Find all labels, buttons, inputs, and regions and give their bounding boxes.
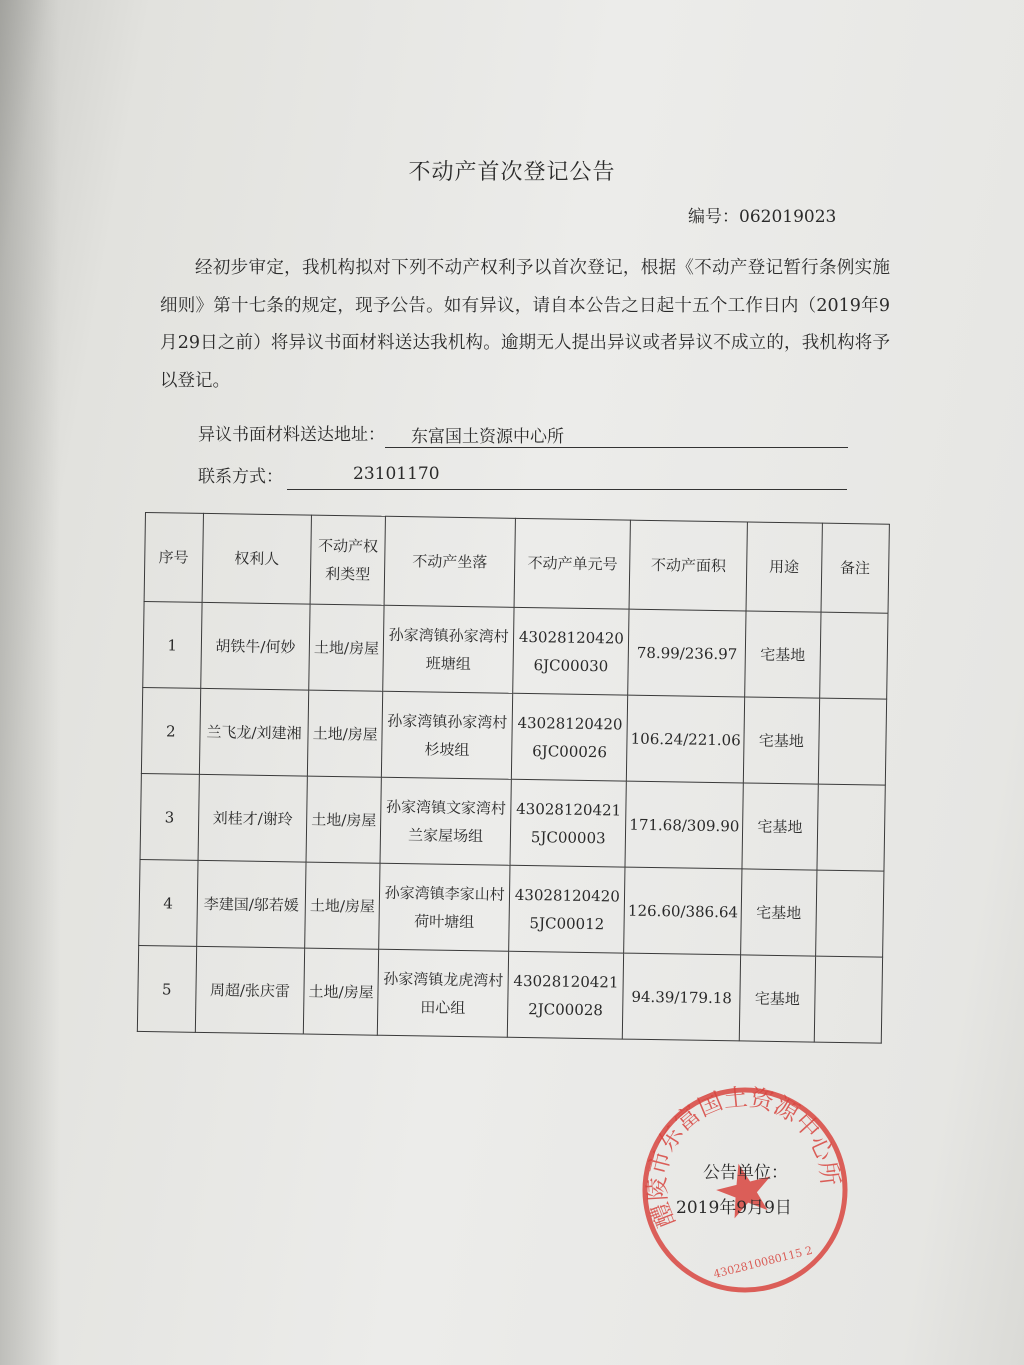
cell-location: 孙家湾镇孙家湾村班塘组 (383, 605, 515, 693)
cell-no: 4 (139, 859, 198, 946)
cell-unit: 430281204205JC00012 (509, 865, 625, 953)
header-cell: 权利人 (202, 513, 312, 604)
address-value: 东富国土资源中心所 (411, 427, 564, 447)
cell-location: 孙家湾镇龙虎湾村田心组 (377, 949, 509, 1037)
signoff-unit-label: 公告单位： (703, 1163, 788, 1183)
seal-text: 醴陵市东富国土资源中心所 (642, 1083, 845, 1232)
address-row (198, 420, 385, 445)
cell-area: 78.99/236.97 (628, 609, 746, 697)
cell-use: 宅基地 (740, 955, 816, 1042)
table-row (141, 687, 886, 785)
cell-unit: 430281204212JC00028 (508, 951, 624, 1039)
cell-type: 土地/房屋 (306, 776, 381, 863)
seal-code: 4302810080115 2 (712, 1243, 814, 1281)
notice-body: 经初步审定，我机构拟对下列不动产权利予以首次登记，根据《不动产登记暂行条例实施细则》第十七条的规定，现予公告。如有异议，请自本公告之日起十五个工作日内（2019年9月29日之前）将异议书面材料送达我机构。逾期无人提出异议或者异议不成立的，我机构将予以登记。 (160, 258, 890, 391)
cell-no: 2 (141, 687, 200, 774)
cell-use: 宅基地 (745, 611, 821, 698)
cell-no: 3 (140, 773, 199, 860)
address-label: 异议书面材料送达地址： (198, 425, 385, 445)
cell-location: 孙家湾镇文家湾村兰家屋场组 (380, 777, 512, 865)
official-seal (618, 1063, 873, 1318)
cell-owner: 周超/张庆雷 (195, 946, 305, 1034)
doc-number: 编号：062019023 (688, 207, 837, 227)
signoff-date: 2019年9月9日 (676, 1198, 792, 1218)
cell-no: 1 (143, 601, 202, 688)
cell-owner: 刘桂才/谢玲 (198, 774, 308, 862)
cell-remark (819, 612, 888, 699)
cell-unit: 430281204215JC00003 (510, 779, 626, 867)
header-cell: 备注 (821, 523, 890, 613)
cell-remark (817, 784, 886, 871)
contact-value: 23101170 (353, 464, 440, 484)
cell-remark (818, 698, 887, 785)
contact-field (287, 464, 847, 490)
table-row (137, 945, 882, 1043)
cell-location: 孙家湾镇李家山村荷叶塘组 (379, 863, 511, 951)
notice-title: 不动产首次登记公告 (408, 160, 616, 185)
cell-type: 土地/房屋 (304, 948, 379, 1035)
contact-label: 联系方式： (198, 467, 283, 487)
cell-area: 106.24/221.06 (627, 695, 745, 783)
header-cell: 不动产坐落 (384, 516, 516, 607)
contact-row (198, 462, 283, 487)
table-row (139, 859, 884, 957)
cell-remark (814, 956, 883, 1043)
cell-use: 宅基地 (742, 783, 818, 870)
cell-no: 5 (137, 945, 196, 1032)
header-cell: 不动产面积 (629, 520, 747, 611)
paper-shadow (0, 0, 60, 1365)
cell-type: 土地/房屋 (309, 604, 384, 691)
cell-unit: 430281204206JC00026 (512, 693, 628, 781)
cell-use: 宅基地 (744, 697, 820, 784)
cell-owner: 李建国/邬若媛 (196, 860, 306, 948)
table-row (143, 601, 888, 699)
address-field (385, 422, 848, 448)
cell-area: 94.39/179.18 (622, 953, 740, 1041)
header-cell: 不动产单元号 (514, 518, 630, 609)
header-cell: 序号 (144, 513, 203, 603)
cell-area: 126.60/386.64 (624, 867, 742, 955)
table-header-row (144, 513, 889, 614)
cell-area: 171.68/309.90 (625, 781, 743, 869)
cell-unit: 430281204206JC00030 (513, 607, 629, 695)
cell-type: 土地/房屋 (308, 690, 383, 777)
cell-remark (815, 870, 884, 957)
cell-type: 土地/房屋 (305, 862, 380, 949)
cell-use: 宅基地 (741, 869, 817, 956)
cell-owner: 胡铁牛/何妙 (200, 602, 310, 690)
cell-owner: 兰飞龙/刘建湘 (199, 688, 309, 776)
table-row (140, 773, 885, 871)
cell-location: 孙家湾镇孙家湾村杉坡组 (381, 691, 513, 779)
header-cell: 不动产权利类型 (311, 515, 386, 605)
header-cell: 用途 (746, 522, 822, 612)
records-table (137, 512, 890, 1044)
